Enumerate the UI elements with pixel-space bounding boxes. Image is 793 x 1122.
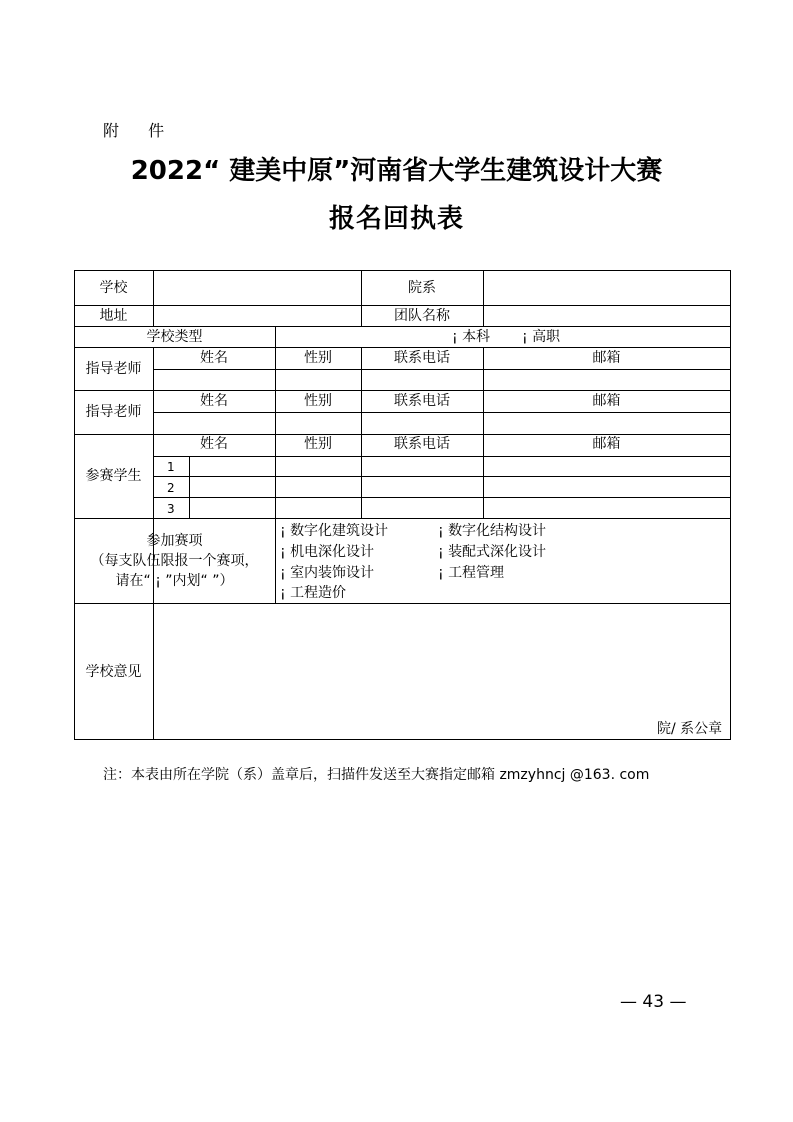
row-divider xyxy=(74,434,731,435)
row-divider xyxy=(153,412,731,413)
category-option-interior-design[interactable]: ¡ 室内装饰设计 xyxy=(280,565,375,581)
col-name-header: 姓名 xyxy=(200,436,228,452)
advisor-label: 指导老师 xyxy=(85,361,142,377)
student-number: 1 xyxy=(167,460,175,474)
col-divider xyxy=(483,347,484,518)
col-divider xyxy=(730,270,731,740)
category-option-project-management[interactable]: ¡ 工程管理 xyxy=(438,565,505,581)
category-option-cost-estimation[interactable]: ¡ 工程造价 xyxy=(280,585,347,601)
row-divider xyxy=(153,476,731,477)
department-label: 院系 xyxy=(408,280,436,296)
team-name-input[interactable] xyxy=(484,306,730,326)
col-name-header: 姓名 xyxy=(200,393,228,409)
category-option-prefab-detailing[interactable]: ¡ 装配式深化设计 xyxy=(438,544,547,560)
registration-form-table xyxy=(74,270,731,740)
col-email-header: 邮箱 xyxy=(592,350,621,366)
category-option-digital-structure[interactable]: ¡ 数字化结构设计 xyxy=(438,523,547,539)
row-divider xyxy=(74,347,731,348)
school-type-vocational-radio[interactable]: ¡ 高职 xyxy=(522,329,561,345)
student-number: 2 xyxy=(167,481,175,495)
school-type-undergrad-radio[interactable]: ¡ 本科 xyxy=(452,329,491,345)
col-phone-header: 联系电话 xyxy=(394,350,450,366)
student-label: 参赛学生 xyxy=(85,468,142,484)
col-gender-header: 性别 xyxy=(304,350,332,366)
row-divider xyxy=(74,390,731,391)
col-phone-header: 联系电话 xyxy=(394,393,450,409)
seal-label: 院/ 系公章 xyxy=(657,721,723,737)
col-divider xyxy=(361,347,362,518)
category-label: 参加赛项 xyxy=(146,533,203,549)
col-divider xyxy=(275,326,276,603)
category-option-mep-detailing[interactable]: ¡ 机电深化设计 xyxy=(280,544,375,560)
col-phone-header: 联系电话 xyxy=(394,436,450,452)
row-divider xyxy=(74,326,731,327)
school-input[interactable] xyxy=(154,271,360,305)
address-input[interactable] xyxy=(154,306,360,326)
row-divider xyxy=(74,739,731,740)
category-instruction: 请在“ ¡ ”内划“ ”） xyxy=(115,573,234,589)
col-divider xyxy=(189,456,190,518)
school-opinion-label: 学校意见 xyxy=(85,664,142,680)
school-label: 学校 xyxy=(99,280,128,296)
footer-note: 注：本表由所在学院（系）盖章后，扫描件发送至大赛指定邮箱 zmzyhncj @163. com xyxy=(103,767,650,783)
advisor-label: 指导老师 xyxy=(85,404,142,420)
col-email-header: 邮箱 xyxy=(592,436,621,452)
school-type-label: 学校类型 xyxy=(146,329,203,345)
row-divider xyxy=(153,497,731,498)
row-divider xyxy=(153,456,731,457)
row-divider xyxy=(153,369,731,370)
col-gender-header: 性别 xyxy=(304,393,332,409)
col-gender-header: 性别 xyxy=(304,436,332,452)
page-title: 2022“ 建美中原”河南省大学生建筑设计大赛 xyxy=(130,156,663,186)
category-option-digital-architecture[interactable]: ¡ 数字化建筑设计 xyxy=(280,523,389,539)
category-note: （每支队伍限报一个赛项， xyxy=(90,553,259,569)
col-name-header: 姓名 xyxy=(200,350,228,366)
student-number: 3 xyxy=(167,502,175,516)
department-input[interactable] xyxy=(484,271,730,305)
page-number: — 43 — xyxy=(620,992,687,1012)
col-email-header: 邮箱 xyxy=(592,393,621,409)
address-label: 地址 xyxy=(99,308,128,324)
page-subtitle: 报名回执表 xyxy=(328,204,464,234)
attachment-label: 附 件 xyxy=(103,121,177,140)
team-name-label: 团队名称 xyxy=(394,308,450,324)
row-divider xyxy=(74,518,731,519)
school-opinion-field[interactable] xyxy=(154,604,730,738)
